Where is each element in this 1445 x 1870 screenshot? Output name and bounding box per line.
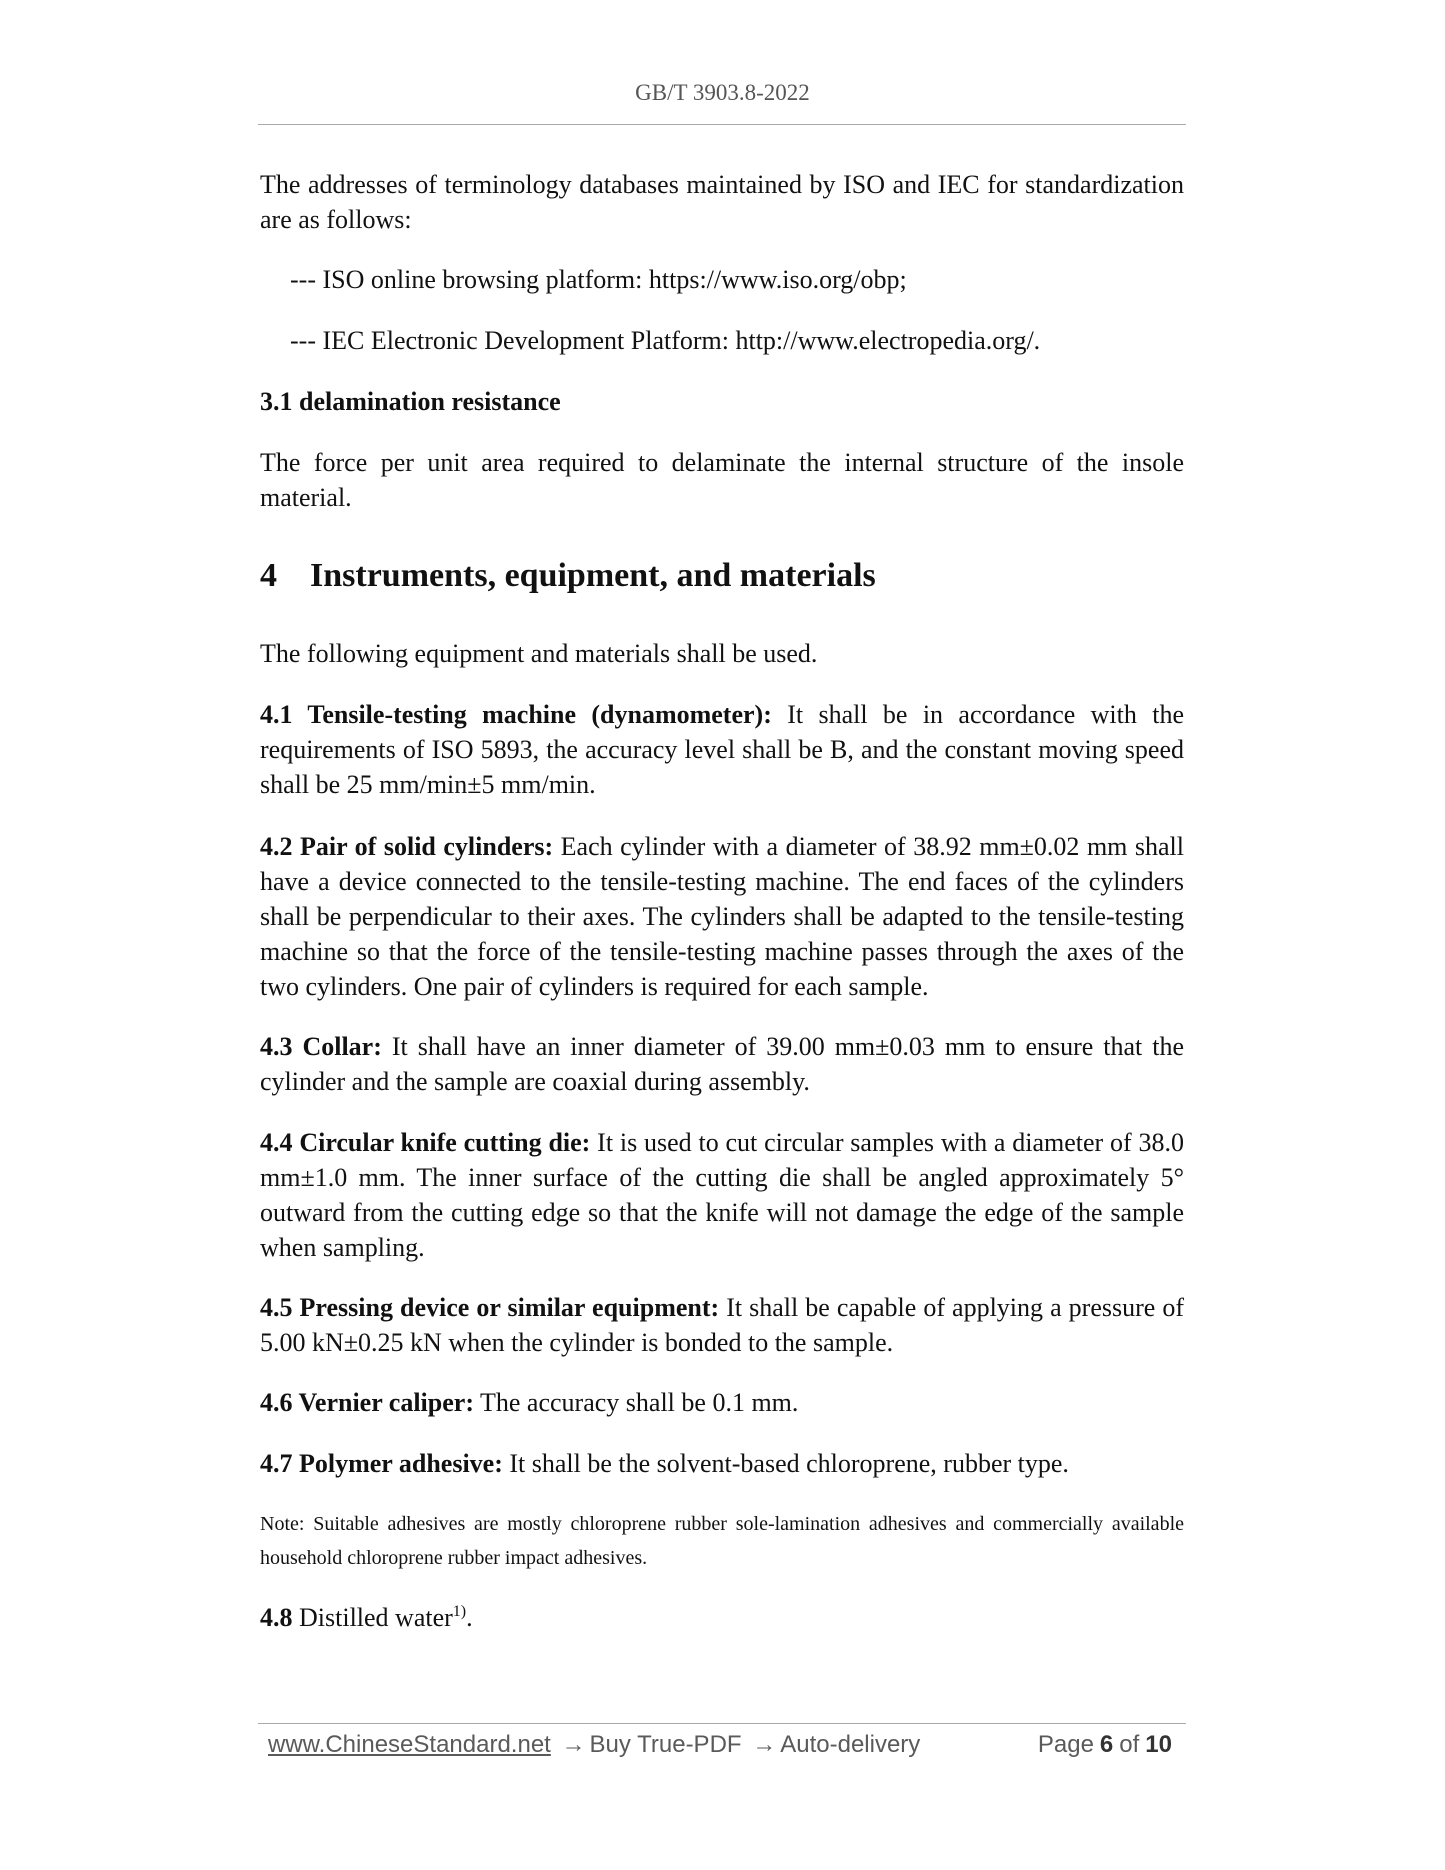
footer-divider — [258, 1723, 1186, 1724]
item-4-6 — [260, 1385, 1184, 1420]
bullet-iso-obp: --- ISO online browsing platform: https://www.iso.org/obp; — [290, 265, 907, 294]
item-4-3-text: It shall have an inner diameter of 39.00 mm±0.03 mm to ensure that the cylinder and the sample are coaxial during assembly. — [260, 1032, 1184, 1096]
document-code-header: GB/T 3903.8-2022 — [635, 80, 810, 105]
page-footer — [268, 1731, 1178, 1767]
item-4-4-text: It is used to cut circular samples with a diameter of 38.0 mm±1.0 mm. The inner surface of the cutting die shall be angled approximately 5° outward from the cutting edge so that the knife will not damage the edge of the sample when sampling. — [260, 1128, 1184, 1262]
section-4-number: 4 — [260, 557, 277, 594]
page-current: 6 — [1099, 1731, 1114, 1758]
item-4-5-label: 4.5 Pressing device or similar equipment: — [260, 1293, 720, 1322]
item-4-2 — [260, 829, 1184, 1004]
intro-paragraph: The addresses of terminology databases maintained by ISO and IEC for standardization are as follows: — [260, 170, 1184, 234]
section-4-heading — [260, 556, 876, 596]
page-label: Page — [1037, 1731, 1094, 1758]
footnote-ref[interactable]: 1) — [452, 1603, 467, 1620]
bullet-iec-electropedia: --- IEC Electronic Development Platform: http://www.electropedia.org/. — [290, 326, 1041, 355]
footer-promo — [268, 1731, 920, 1759]
item-4-6-label: 4.6 Vernier caliper: — [260, 1388, 474, 1417]
item-4-8-label: 4.8 — [260, 1603, 293, 1632]
term-3-1-heading: 3.1 delamination resistance — [260, 387, 561, 416]
item-4-8-end: . — [466, 1603, 473, 1632]
auto-delivery-text: Auto-delivery — [780, 1731, 921, 1758]
item-4-7-text: It shall be the solvent-based chloroprene, rubber type. — [502, 1449, 1069, 1478]
item-4-4-label: 4.4 Circular knife cutting die: — [260, 1128, 591, 1157]
item-4-3 — [260, 1029, 1184, 1099]
arrow-right-icon: → — [561, 1731, 586, 1758]
page-total: 10 — [1145, 1731, 1172, 1758]
item-4-6-text: The accuracy shall be 0.1 mm. — [473, 1388, 799, 1417]
item-4-5-text: It shall be capable of applying a pressure of 5.00 kN±0.25 kN when the cylinder is bonded to the sample. — [260, 1293, 1185, 1357]
section-4-lead: The following equipment and materials shall be used. — [260, 639, 818, 668]
arrow-right-icon: → — [752, 1731, 777, 1758]
item-4-7 — [260, 1446, 1184, 1481]
item-4-8-text: Distilled water — [292, 1603, 453, 1632]
item-4-4 — [260, 1125, 1184, 1265]
of-label: of — [1119, 1731, 1140, 1758]
item-4-7-label: 4.7 Polymer adhesive: — [260, 1449, 503, 1478]
buy-true-pdf-text: Buy True-PDF — [589, 1731, 742, 1758]
section-4-title: Instruments, equipment, and materials — [310, 557, 876, 594]
item-4-1-label: 4.1 Tensile-testing machine (dynamometer): — [260, 700, 772, 729]
item-4-8 — [260, 1600, 1184, 1635]
page-indicator — [1038, 1731, 1178, 1759]
item-4-3-label: 4.3 Collar: — [260, 1032, 382, 1061]
item-4-5 — [260, 1290, 1184, 1360]
item-4-1 — [260, 697, 1184, 802]
header-divider — [258, 124, 1186, 125]
item-4-1-text: It shall be in accordance with the requirements of ISO 5893, the accuracy level shall be B, and the constant moving speed shall be 25 mm/min±5 mm/min. — [260, 700, 1185, 799]
item-4-2-label: 4.2 Pair of solid cylinders: — [260, 832, 554, 861]
item-4-2-text: Each cylinder with a diameter of 38.92 mm±0.02 mm shall have a device connected to the tensile-testing machine. The end faces of the cylinders shall be perpendicular to their axes. The cylinders shall be adapted to the tensile-testing machine so that the force of the tensile-testing machine passes through the axes of the two cylinders. One pair of cylinders is required for each sample. — [260, 832, 1185, 1001]
site-link[interactable]: www.ChineseStandard.net — [268, 1731, 551, 1758]
adhesive-note: Note: Suitable adhesives are mostly chloroprene rubber sole-lamination adhesives and commercially available household chloroprene rubber impact adhesives. — [260, 1513, 1184, 1569]
term-3-1-definition: The force per unit area required to delaminate the internal structure of the insole material. — [260, 448, 1184, 512]
